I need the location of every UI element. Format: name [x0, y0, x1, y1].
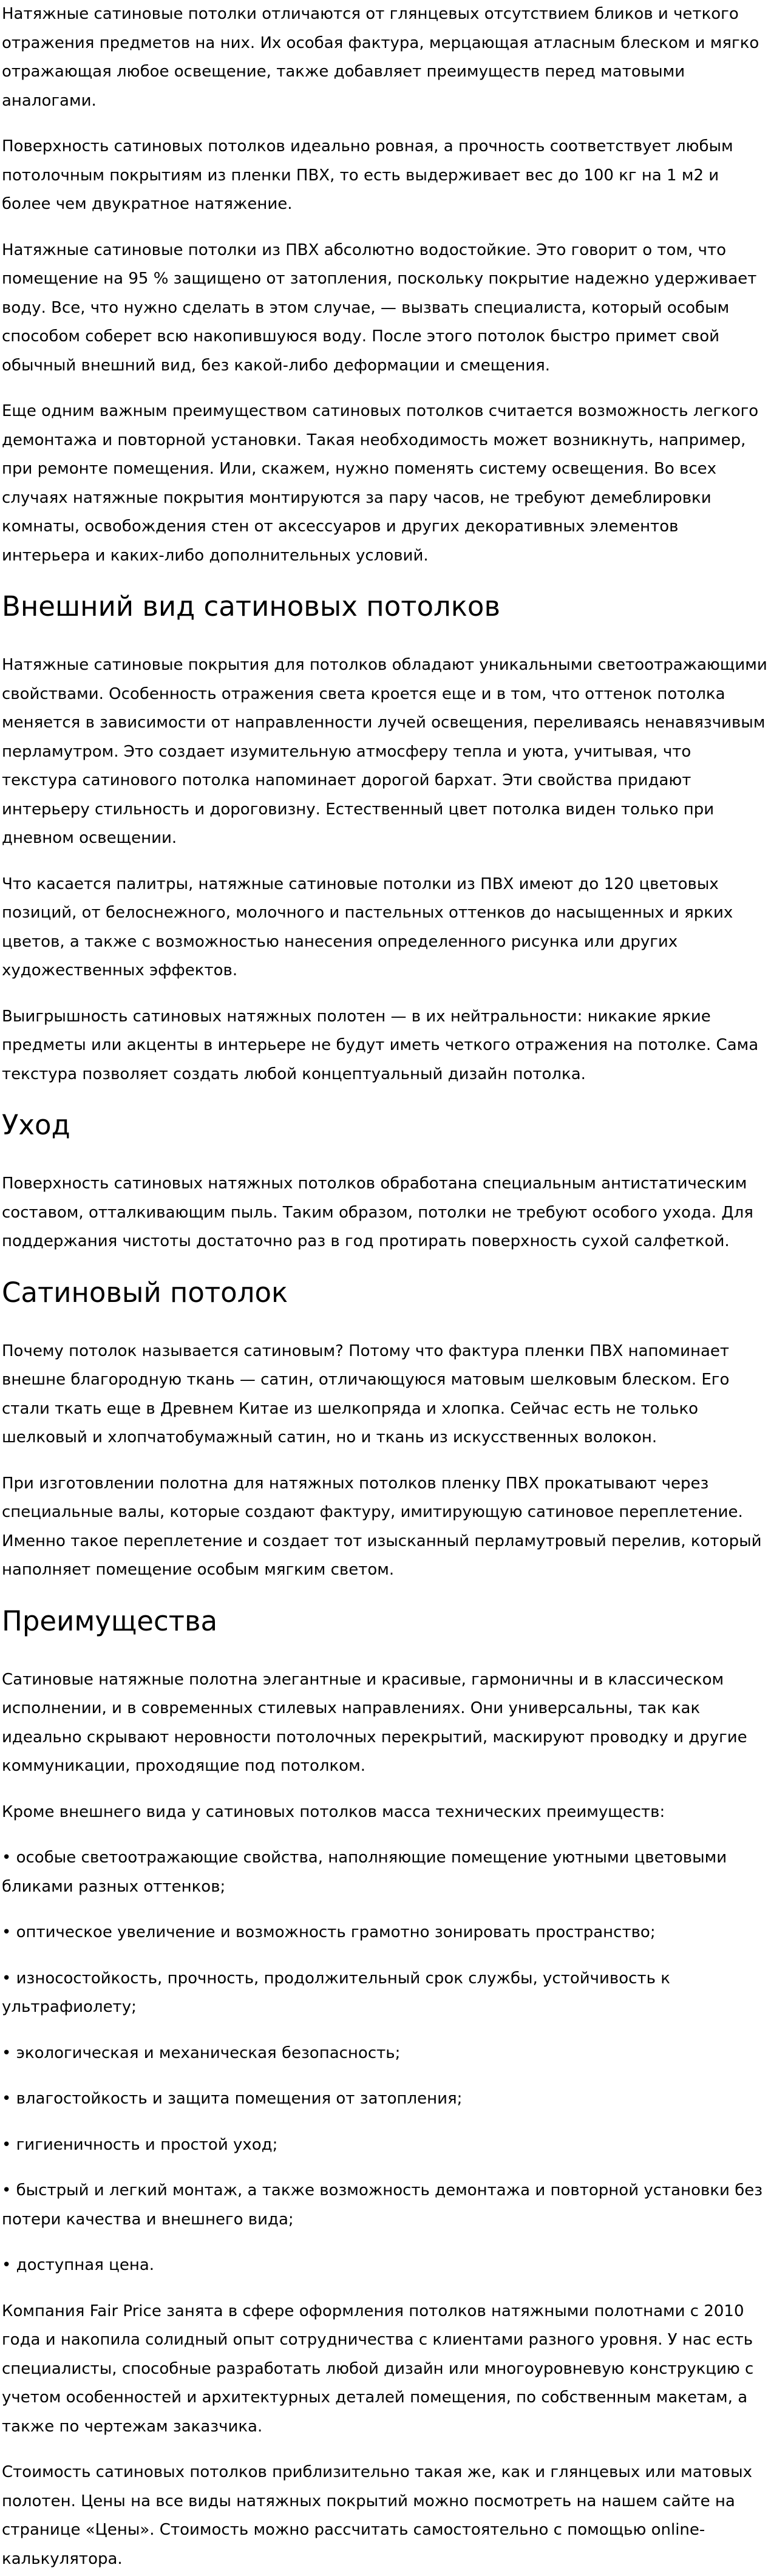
section-heading-satin-ceiling: Сатиновый потолок: [2, 1276, 288, 1309]
paragraph: Почему потолок называется сатиновым? Потому что фактура пленки ПВХ напоминает внешне благородную ткань — сатин, отличающуюся матовым шелковым блеском. Его стали ткать еще в Древнем Китае из шелкопряда и хлопка. Сейчас есть не только шелковый и хлопчатобумажный сатин, но и ткань из искусственных волокон.: [2, 1341, 730, 1446]
section-heading-appearance: Внешний вид сатиновых потолков: [2, 590, 500, 622]
paragraph: Поверхность сатиновых натяжных потолков обработана специальным антистатическим составом, отталкивающим пыль. Таким образом, потолки не требуют особого ухода. Для поддержания чистоты достаточно раз в год протирать поверхность сухой салфеткой.: [2, 1174, 753, 1250]
paragraph: Выигрышность сатиновых натяжных полотен — в их нейтральности: никакие яркие предметы или акценты в интерьере не будут иметь четкого отражения на потолке. Сама текстура позволяет создать любой концептуальный дизайн потолка.: [2, 1007, 759, 1083]
paragraph: Стоимость сатиновых потолков приблизительно такая же, как и глянцевых или матовых полотен. Цены на все виды натяжных покрытий можно посмотреть на нашем сайте на странице «Цены». Стоимость можно рассчитать самостоятельно с помощью online-калькулятора.: [2, 2463, 753, 2568]
bullet-item: • особые светоотражающие свойства, наполняющие помещение уютными цветовыми бликами разных оттенков;: [2, 1849, 727, 1896]
paragraph: Компания Fair Price занята в сфере оформления потолков натяжными полотнами с 2010 года и накопила солидный опыт сотрудничества с клиентами разного уровня. У нас есть специалисты, способные разработать любой дизайн или многоуровневую конструкцию с учетом особенностей и архитектурных деталей помещения, по собственным макетам, а также по чертежам заказчика.: [2, 2302, 754, 2436]
section-heading-advantages: Преимущества: [2, 1604, 218, 1637]
bullet-item: • гигиеничность и простой уход;: [2, 2135, 278, 2154]
bullet-item: • быстрый и легкий монтаж, а также возможность демонтажа и повторной установки без потери качества и внешнего вида;: [2, 2181, 763, 2229]
paragraph: Натяжные сатиновые покрытия для потолков обладают уникальными светоотражающими свойствами. Особенность отражения света кроется еще и в том, что оттенок потолка меняется в зависимости от направленности лучей освещения, переливаясь ненавязчивым перламутром. Это создает изумительную атмосферу тепла и уюта, учитывая, что текстура сатинового потолка напоминает дорогой бархат. Эти свойства придают интерьеру стильность и дороговизну. Естественный цвет потолка виден только при дневном освещении.: [2, 656, 767, 847]
bullet-item: • влагостойкость и защита помещения от затопления;: [2, 2090, 463, 2108]
intro-paragraph: Натяжные сатиновые потолки из ПВХ абсолютно водостойкие. Это говорит о том, что помещение на 95 % защищено от затопления, поскольку покрытие надежно удерживает воду. Все, что нужно сделать в этом случае, — вызвать специалиста, который особым способом соберет всю накопившуюся воду. После этого потолок быстро примет свой обычный внешний вид, без какой-либо деформации и смещения.: [2, 240, 757, 375]
intro-paragraph: Поверхность сатиновых потолков идеально ровная, а прочность соответствует любым потолочным покрытиям из пленки ПВХ, то есть выдерживает вес до 100 кг на 1 м2 и более чем двукратное натяжение.: [2, 137, 733, 213]
bullet-item: • износостойкость, прочность, продолжительный срок службы, устойчивость к ультрафиолету;: [2, 1969, 670, 2016]
bullet-item: • оптическое увеличение и возможность грамотно зонировать пространство;: [2, 1923, 656, 1941]
bullet-item: • доступная цена.: [2, 2256, 155, 2274]
intro-paragraph: Еще одним важным преимуществом сатиновых потолков считается возможность легкого демонтажа и повторной установки. Такая необходимость может возникнуть, например, при ремонте помещения. Или, скажем, нужно поменять систему освещения. Во всех случаях натяжные покрытия монтируются за пару часов, не требуют демеблировки комнаты, освобождения стен от аксессуаров и других декоративных элементов интерьера и каких-либо дополнительных условий.: [2, 402, 759, 565]
paragraph: Кроме внешнего вида у сатиновых потолков масса технических преимуществ:: [2, 1802, 665, 1821]
paragraph: Что касается палитры, натяжные сатиновые потолки из ПВХ имеют до 120 цветовых позиций, от белоснежного, молочного и пастельных оттенков до насыщенных и ярких цветов, а также с возможностью нанесения определенного рисунка или других художественных эффектов.: [2, 874, 733, 980]
section-heading-care: Уход: [2, 1109, 70, 1141]
bullet-item: • экологическая и механическая безопасность;: [2, 2043, 401, 2062]
paragraph: Сатиновые натяжные полотна элегантные и красивые, гармоничны и в классическом исполнении, и в современных стилевых направлениях. Они универсальны, так как идеально скрывают неровности потолочных перекрытий, маскируют проводку и другие коммуникации, проходящие под потолком.: [2, 1670, 747, 1775]
intro-paragraph: Натяжные сатиновые потолки отличаются от глянцевых отсутствием бликов и четкого отражения предметов на них. Их особая фактура, мерцающая атласным блеском и мягко отражающая любое освещение, также добавляет преимуществ перед матовыми аналогами.: [2, 5, 759, 110]
paragraph: При изготовлении полотна для натяжных потолков пленку ПВХ прокатывают через специальные валы, которые создают фактуру, имитирующую сатиновое переплетение. Именно такое переплетение и создает тот изысканный перламутровый перелив, который наполняет помещение особым мягким светом.: [2, 1474, 762, 1579]
